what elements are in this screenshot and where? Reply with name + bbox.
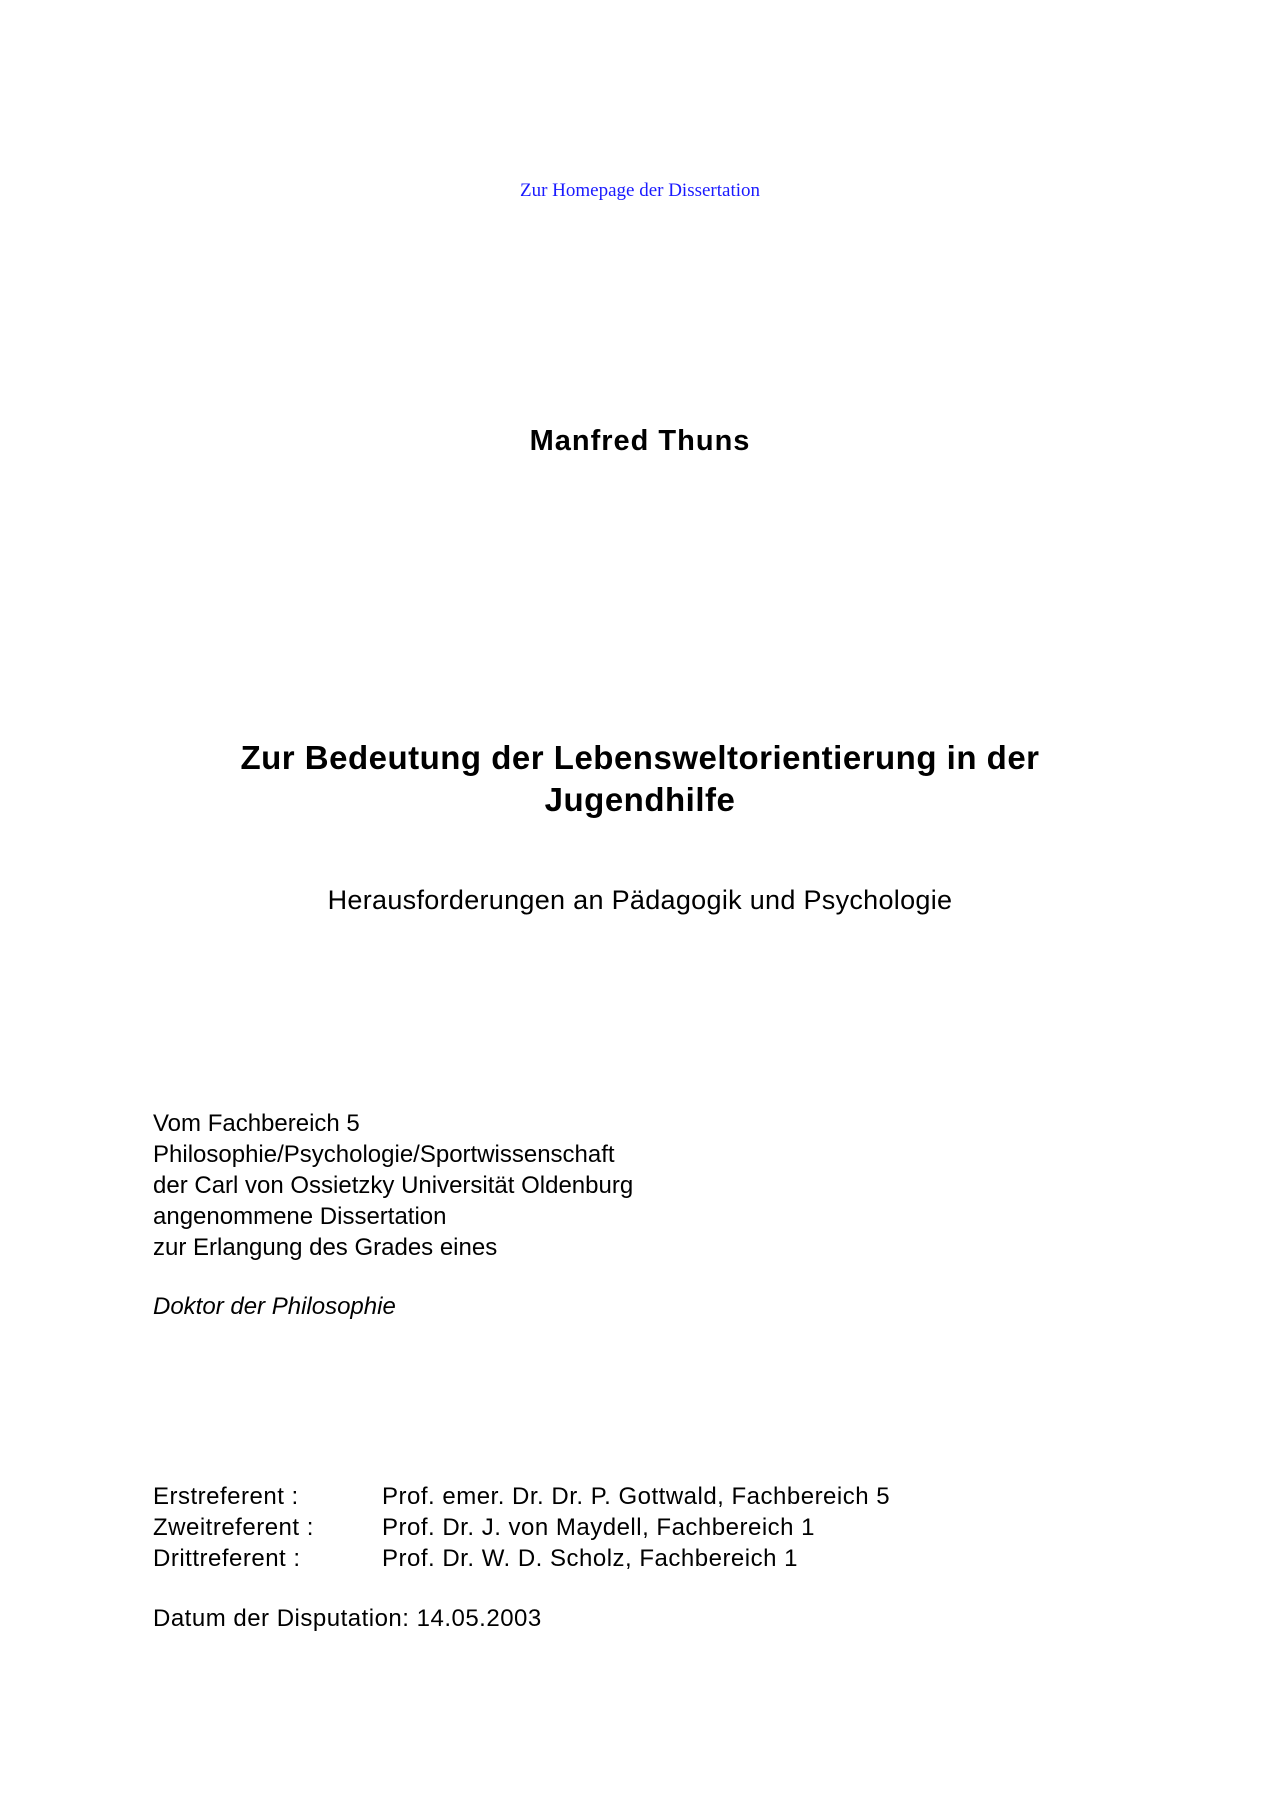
dissertation-subtitle: Herausforderungen an Pädagogik und Psychologie <box>327 885 953 915</box>
title-line-2: Jugendhilfe <box>544 781 736 818</box>
degree-title: Doktor der Philosophie <box>153 1293 396 1320</box>
referee-label: Zweitreferent : <box>153 1514 314 1541</box>
disputation-date: Datum der Disputation: 14.05.2003 <box>153 1605 542 1632</box>
faculty-line: Vom Fachbereich 5 <box>153 1110 360 1137</box>
faculty-statement <box>153 1108 633 1263</box>
dissertation-title <box>190 737 1090 821</box>
faculty-line: zur Erlangung des Grades eines <box>153 1234 498 1261</box>
referee-name: Prof. emer. Dr. Dr. P. Gottwald, Fachbereich 5 <box>382 1483 891 1510</box>
referee-row <box>153 1543 890 1574</box>
referee-name: Prof. Dr. W. D. Scholz, Fachbereich 1 <box>382 1545 798 1572</box>
homepage-link[interactable]: Zur Homepage der Dissertation <box>519 180 761 201</box>
author-name: Manfred Thuns <box>529 425 751 457</box>
faculty-line: der Carl von Ossietzky Universität Oldenburg <box>153 1172 634 1199</box>
referee-row <box>153 1512 890 1543</box>
faculty-line: Philosophie/Psychologie/Sportwissenschaft <box>153 1141 615 1168</box>
referee-label: Erstreferent : <box>153 1483 299 1510</box>
referee-row <box>153 1481 890 1512</box>
referee-name: Prof. Dr. J. von Maydell, Fachbereich 1 <box>382 1514 816 1541</box>
referees-list <box>153 1481 890 1574</box>
title-line-1: Zur Bedeutung der Lebensweltorientierung in der <box>240 739 1040 776</box>
referee-label: Drittreferent : <box>153 1545 301 1572</box>
faculty-line: angenommene Dissertation <box>153 1203 447 1230</box>
